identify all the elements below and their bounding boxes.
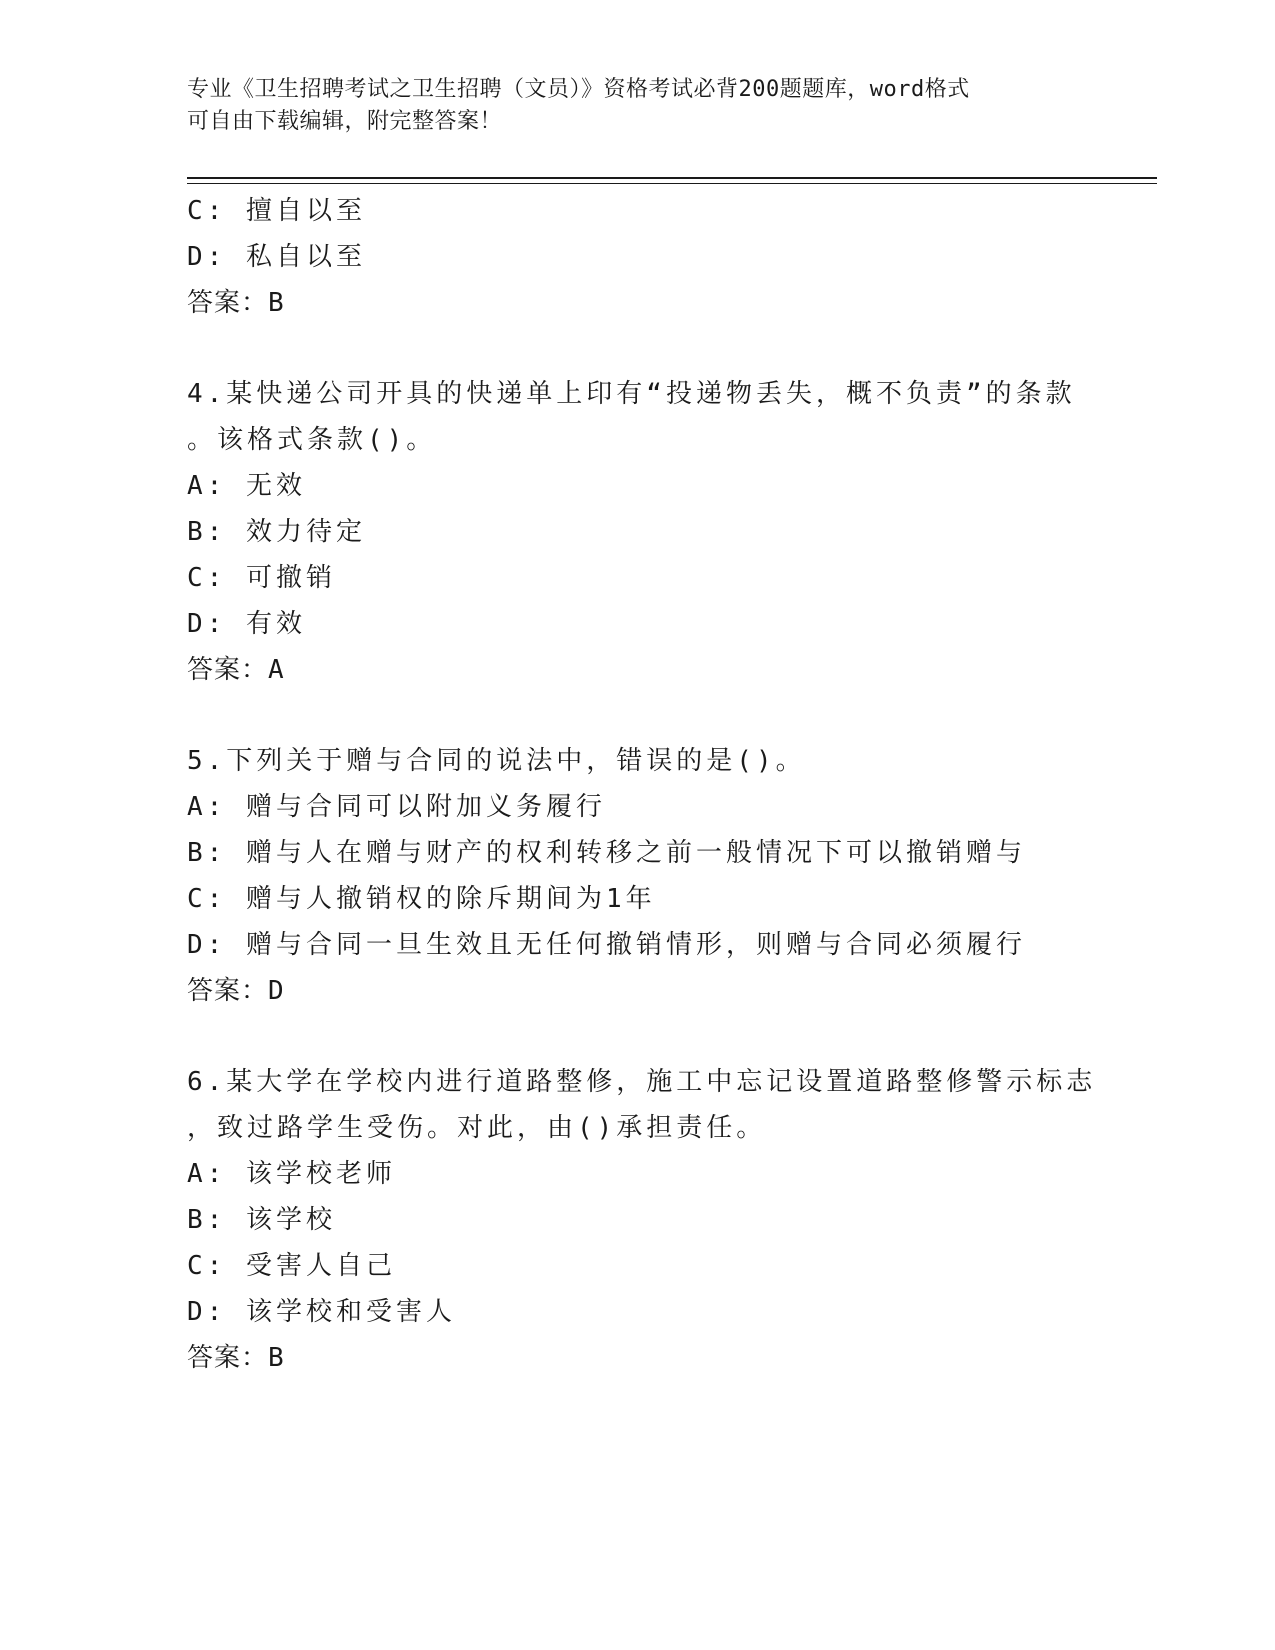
option-b: B: 效力待定 — [187, 517, 366, 547]
question-6 — [187, 1059, 1097, 1381]
option-b: B: 该学校 — [187, 1205, 336, 1235]
question-list — [187, 188, 1097, 1381]
option-a: A: 该学校老师 — [187, 1159, 396, 1189]
question-stem-continued: ，致过路学生受伤。对此，由()承担责任。 — [187, 1113, 767, 1143]
question-4 — [187, 371, 1087, 693]
answer: 答案：A — [187, 655, 285, 685]
question-stem: 6.某大学在学校内进行道路整修，施工中忘记设置道路整修警示标志 — [187, 1067, 1097, 1097]
option-c: C: 受害人自己 — [187, 1251, 396, 1281]
option-a: A: 无效 — [187, 471, 306, 501]
option-c: C: 可撤销 — [187, 563, 336, 593]
answer: 答案：D — [187, 976, 285, 1006]
answer: 答案：B — [187, 288, 285, 318]
header-line-1: 专业《卫生招聘考试之卫生招聘（文员）》资格考试必背200题题库，word格式 — [187, 77, 970, 102]
header-line-2: 可自由下载编辑，附完整答案！ — [187, 109, 503, 134]
spacer — [187, 326, 1087, 371]
spacer — [187, 693, 1087, 738]
option-d: D: 有效 — [187, 609, 306, 639]
option-c: C: 擅自以至 — [187, 196, 366, 226]
option-d: D: 该学校和受害人 — [187, 1297, 456, 1327]
question-5 — [187, 738, 1087, 1014]
header-divider-thick — [187, 177, 1157, 179]
option-d: D: 私自以至 — [187, 242, 366, 272]
option-a: A: 赠与合同可以附加义务履行 — [187, 792, 606, 822]
option-d: D: 赠与合同一旦生效且无任何撤销情形，则赠与合同必须履行 — [187, 930, 1026, 960]
question-stem: 5.下列关于赠与合同的说法中，错误的是()。 — [187, 746, 806, 776]
document-header — [187, 74, 1067, 138]
option-c: C: 赠与人撤销权的除斥期间为1年 — [187, 884, 656, 914]
option-b: B: 赠与人在赠与财产的权利转移之前一般情况下可以撤销赠与 — [187, 838, 1026, 868]
header-divider-thin — [187, 183, 1157, 184]
question-stem: 4.某快递公司开具的快递单上印有“投递物丢失，概不负责”的条款 — [187, 379, 1076, 409]
answer: 答案：B — [187, 1343, 285, 1373]
question-3-partial — [187, 188, 1087, 326]
spacer — [187, 1014, 1087, 1059]
question-stem-continued: 。该格式条款()。 — [187, 425, 437, 455]
